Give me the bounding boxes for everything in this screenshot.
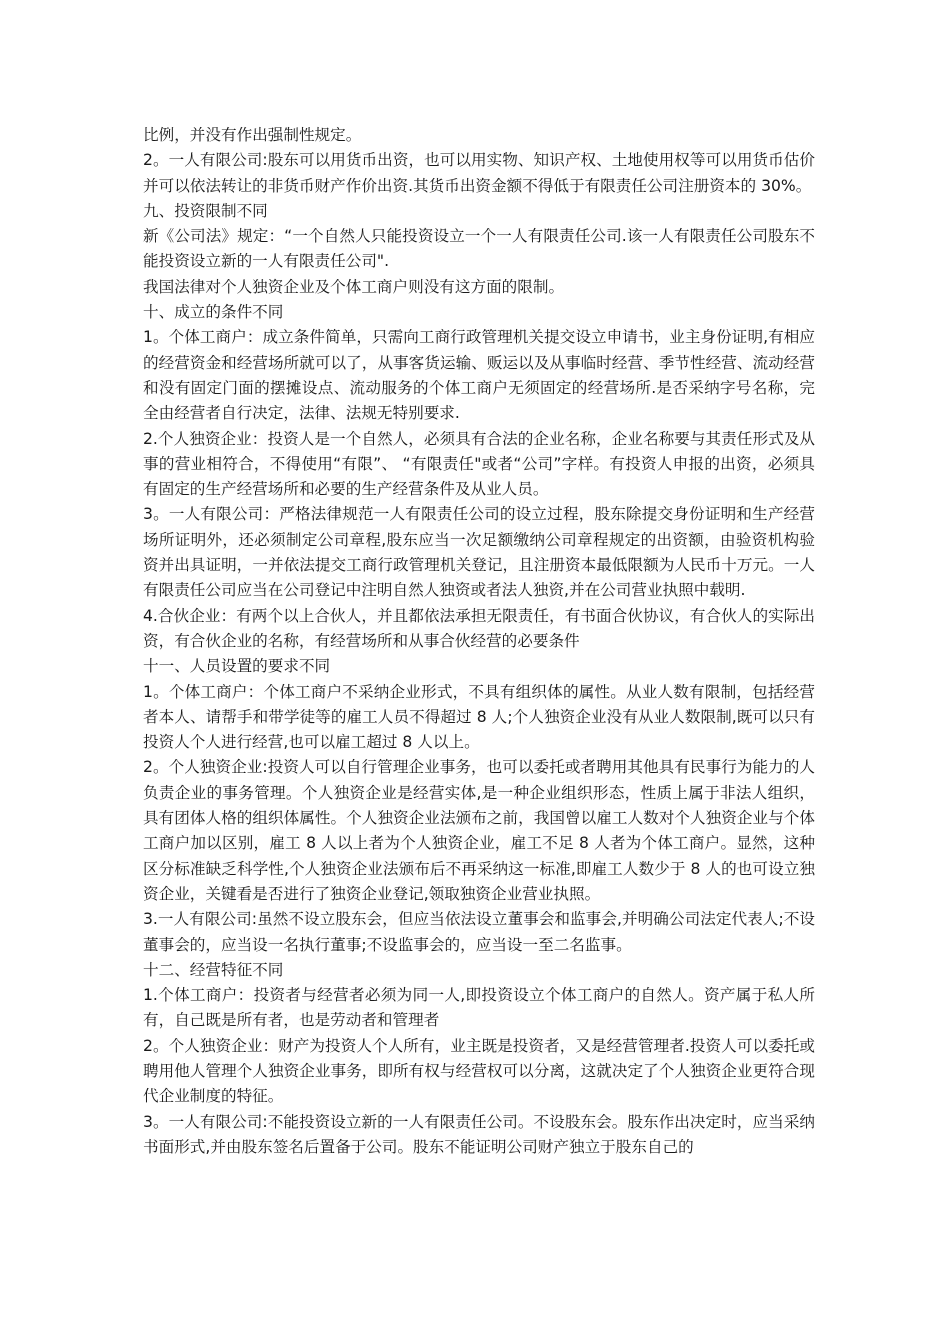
paragraph: 2。个人独资企业：财产为投资人个人所有，业主既是投资者，又是经营管理者.投资人可以委托或聘用他人管理个人独资企业事务，即所有权与经营权可以分离，这就决定了个人独资企业更符合现代企业制度的特征。 bbox=[143, 1036, 815, 1106]
section-heading: 十一、人员设置的要求不同 bbox=[143, 657, 331, 676]
paragraph: 2.个人独资企业：投资人是一个自然人，必须具有合法的企业名称，企业名称要与其责任形式及从事的营业相符合，不得使用“有限”、 “有限责任"或者“公司”字样。有投资人申报的出资，必须具有固定的生产经营场所和必要的生产经营条件及从业人员。 bbox=[143, 429, 815, 499]
document-page bbox=[143, 123, 815, 1160]
paragraph: 新《公司法》规定：“一个自然人只能投资设立一个一人有限责任公司.该一人有限责任公司股东不能投资设立新的一人有限责任公司". bbox=[143, 227, 815, 271]
paragraph: 1.个体工商户：投资者与经营者必须为同一人,即投资设立个体工商户的自然人。资产属于私人所有，自己既是所有者，也是劳动者和管理者 bbox=[143, 986, 815, 1030]
paragraph: 3.一人有限公司:虽然不设立股东会，但应当依法设立董事会和监事会,并明确公司法定代表人;不设董事会的，应当设一名执行董事;不设监事会的，应当设一至二名监事。 bbox=[143, 910, 815, 954]
paragraph: 比例，并没有作出强制性规定。 bbox=[143, 126, 362, 144]
paragraph: 1。个体工商户：成立条件简单，只需向工商行政管理机关提交设立申请书，业主身份证明,有相应的经营资金和经营场所就可以了，从事客货运输、贩运以及从事临时经营、季节性经营、流动经营和没有固定门面的摆摊设点、流动服务的个体工商户无须固定的经营场所.是否采纳字号名称，完全由经营者自行决定，法律、法规无特别要求. bbox=[143, 328, 815, 423]
paragraph: 2。一人有限公司:股东可以用货币出资，也可以用实物、知识产权、土地使用权等可以用货币估价并可以依法转让的非货币财产作价出资.其货币出资金额不得低于有限责任公司注册资本的 30%。 bbox=[143, 151, 815, 195]
paragraph: 3。一人有限公司:不能投资设立新的一人有限责任公司。不设股东会。股东作出决定时，应当采纳书面形式,并由股东签名后置备于公司。股东不能证明公司财产独立于股东自己的 bbox=[143, 1112, 815, 1156]
paragraph: 1。个体工商户：个体工商户不采纳企业形式，不具有组织体的属性。从业人数有限制，包括经营者本人、请帮手和带学徒等的雇工人员不得超过 8 人;个人独资企业没有从业人数限制,既可以只有投资人个人进行经营,也可以雇工超过 8 人以上。 bbox=[143, 682, 815, 752]
section-heading: 十、成立的条件不同 bbox=[143, 303, 284, 322]
paragraph: 2。个人独资企业:投资人可以自行管理企业事务，也可以委托或者聘用其他具有民事行为能力的人负责企业的事务管理。个人独资企业是经营实体,是一种企业组织形态，性质上属于非法人组织，具有团体人格的组织体属性。个人独资企业法颁布之前，我国曾以雇工人数对个人独资企业与个体工商户加以区别，雇工 8 人以上者为个人独资企业，雇工不足 8 人者为个体工商户。显然，这种区分标准缺乏科学性,个人独资企业法颁布后不再采纳这一标准,即雇工人数少于 8 人的也可设立独资企业，关键看是否进行了独资企业登记,领取独资企业营业执照。 bbox=[143, 758, 815, 903]
paragraph: 4.合伙企业：有两个以上合伙人，并且都依法承担无限责任，有书面合伙协议，有合伙人的实际出资，有合伙企业的名称，有经营场所和从事合伙经营的必要条件 bbox=[143, 606, 815, 650]
section-heading: 十二、经营特征不同 bbox=[143, 960, 284, 979]
paragraph: 3。一人有限公司：严格法律规范一人有限责任公司的设立过程，股东除提交身份证明和生产经营场所证明外，还必须制定公司章程,股东应当一次足额缴纳公司章程规定的出资额，由验资机构验资并出具证明，一并依法提交工商行政管理机关登记，且注册资本最低限额为人民币十万元。一人有限责任公司应当在公司登记中注明自然人独资或者法人独资,并在公司营业执照中载明. bbox=[143, 505, 815, 600]
paragraph: 我国法律对个人独资企业及个体工商户则没有这方面的限制。 bbox=[143, 277, 565, 296]
section-heading: 九、投资限制不同 bbox=[143, 201, 268, 220]
